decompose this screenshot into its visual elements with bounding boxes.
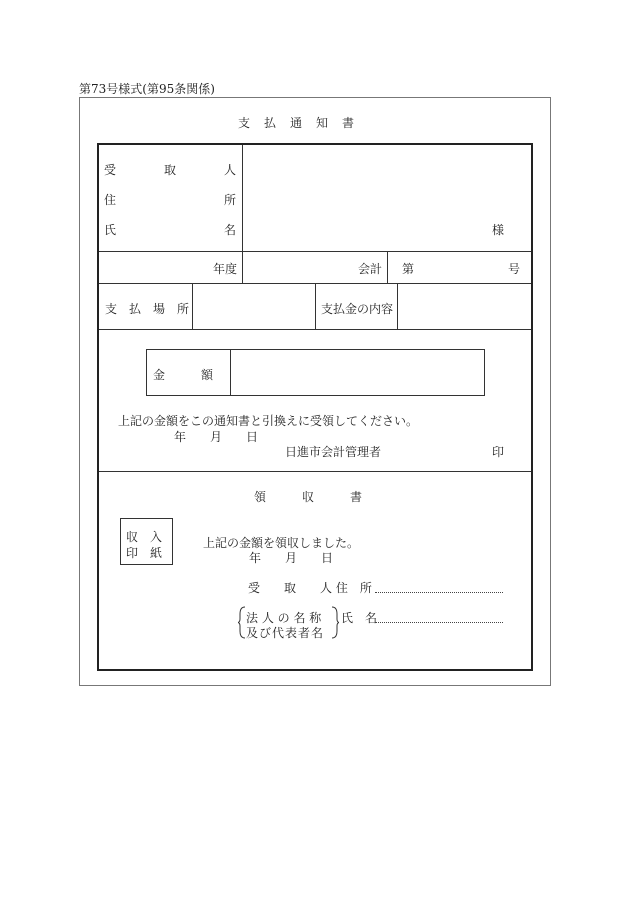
name-label: 氏 名: [104, 223, 237, 237]
row-divider-4: [99, 471, 531, 472]
receiver-label: 受 取 人: [104, 163, 237, 177]
payment-place-label: 支 払 場 所: [105, 302, 190, 316]
document-title: 支 払 通 知 書: [238, 116, 356, 130]
address-dotted-line: [375, 592, 503, 593]
receipt-date: 年 月 日: [249, 551, 334, 565]
account-divider: [387, 251, 388, 283]
notice-text: 上記の金額をこの通知書と引換えに受領してください。: [118, 414, 419, 428]
right-brace-icon: [331, 606, 339, 639]
name-dotted-line: [375, 622, 503, 623]
place-divider: [192, 283, 193, 329]
amount-label: 金 額: [153, 368, 214, 382]
receipt-text: 上記の金額を領収しました。: [203, 536, 360, 550]
honorific-sama: 様: [492, 223, 505, 237]
recipient-divider: [242, 145, 243, 283]
issuer-name: 日進市会計管理者: [285, 445, 382, 459]
corp-representative-label: 及び代表者名: [246, 626, 325, 640]
corp-name-label: 法 人 の 名 称: [246, 611, 322, 625]
receipt-name-label: 氏 名: [341, 611, 378, 625]
seal-mark: 印: [492, 445, 505, 459]
content-divider: [397, 283, 398, 329]
account-label: 会計: [358, 262, 383, 276]
number-prefix: 第: [402, 262, 415, 276]
row-divider-3: [99, 329, 531, 330]
stamp-line1: 収 入: [126, 530, 163, 544]
receiver-address-label: 受 取 人 住 所: [248, 581, 372, 595]
form-number: 第73号様式(第95条関係): [79, 82, 215, 96]
fiscal-year-label: 年度: [213, 262, 238, 276]
number-suffix: 号: [508, 262, 521, 276]
receipt-title: 領 収 書: [254, 490, 363, 504]
address-label: 住 所: [104, 193, 237, 207]
notice-date: 年 月 日: [174, 430, 259, 444]
stamp-line2: 印 紙: [126, 546, 163, 560]
amount-divider: [230, 349, 231, 396]
place-value-divider: [315, 283, 316, 329]
left-brace-icon: [238, 606, 246, 639]
payment-content-label: 支払金の内容: [321, 302, 394, 316]
row-divider-1: [99, 251, 531, 252]
